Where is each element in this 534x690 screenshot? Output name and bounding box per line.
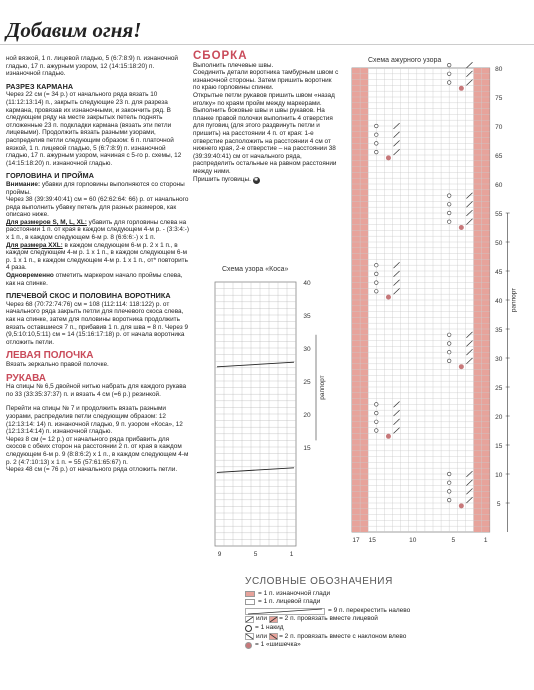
assembly-text-2: Соединить детали воротника тамбурным швом с изнаночной стороны. Затем пришить воротник по краю горловины спинки. [193,69,339,92]
intro-text: ной вязкой, 1 п. лицевой гладью, 5 (6:7:8:9) п. изнаночной гладью, 17 п. ажурным узором, 12 (14:15:18:20) п. изнаночной гладью. [6,55,178,78]
lace-row-tick: 40 [495,298,503,305]
lace-chart-title: Схема ажурного узора [368,57,442,64]
legend-item: = 9 п. перекрестить налево [245,607,531,616]
ssk-pink-icon [269,633,278,640]
lace-row-tick: 60 [495,182,503,189]
lace-row-tick: 25 [495,385,503,392]
pocket-text: Через 22 см (= 34 р.) от начального ряда вязать 10 (11:12:13:14) п., закрыть следующие 23 п. для разреза кармана, провязав их изнаночными, и закончить ряд. В следующем ряду на месте закрытых петель поднять отложенные 23 п. подкладки кармана (вязать эти петли лицевыми). Продолжить вязать разными узорами, распределив петли следующим образом: 6 п. платочной вязкой, 1 п. лицевой гладью, 5 (6:7:8:9) п. изнаночной гладью, 17 п. ажурным узором, начиная с 5-го р. схемы, 12 (14:15:18:20) п. изнаночной гладью. [6,91,182,167]
sleeve-text-3: Через 8 см (= 12 р.) от начального ряда прибавить для скосов с обеих сторон на расстоянии 2 п. от края в каждом следующем 6-м р. 9 (8:8:6:2) х 1 п., в каждом следующем 4-м р. 2 (4:7:10:13) х 1 п. = 55 (57:61:65:67) п. [6,435,189,466]
bobble-mark [386,434,391,439]
left-front-text: Вязать зеркально правой полочке. [6,360,109,368]
lace-row-tick: 45 [495,269,503,276]
yarn-over-mark [447,72,451,76]
page-title: Добавим огня! [6,18,142,42]
legend [245,578,531,650]
lace-row-tick: 15 [495,443,503,450]
lace-col-tick: 1 [483,537,488,544]
lace-row-tick: 65 [495,153,503,160]
bobble-mark [386,155,391,160]
bobble-mark [459,86,464,91]
bobble-mark [459,225,464,230]
knit-stitch-icon [245,599,255,605]
legend-item: = 1 накид [245,624,531,633]
cable-chart [212,270,337,560]
legend-item: = 1 п. изнаночной глади [245,590,531,599]
bobble-mark [459,364,464,369]
cable-row-tick: 40 [303,280,311,287]
sleeve-text-1: На спицы № 6,5 двойной нитью набрать для каждого рукава по 33 (33:35:37:37) п. и вязать 4 см (=6 р.) резинкой. [6,383,187,398]
legend-item: = 1 п. лицевой глади [245,598,531,607]
lace-row-tick: 10 [495,472,503,479]
assembly-text-1: Выполнить плечевые швы. [193,61,274,69]
legend-title: УСЛОВНЫЕ ОБОЗНАЧЕНИЯ [245,576,393,587]
assembly-heading: СБОРКА [193,50,248,62]
lace-row-tick: 80 [495,66,503,73]
legend-item: = 1 «шишечка» [245,641,531,650]
cable-col-tick: 5 [253,551,258,558]
cable-repeat-label: раппорт [319,375,326,400]
lace-col-tick: 17 [352,537,360,544]
cable-row-tick: 30 [303,346,311,353]
yarn-over-mark [447,63,451,67]
shoulder-heading: ПЛЕЧЕВОЙ СКОС И ПОЛОВИНА ВОРОТНИКА [6,291,171,301]
lace-row-tick: 35 [495,327,503,334]
yarn-over-mark [375,411,379,415]
pocket-heading: РАЗРЕЗ КАРМАНА [6,81,74,91]
cable-row-tick: 25 [303,379,311,386]
lace-chart [340,62,534,547]
yarn-over-icon [245,625,252,632]
lace-row-tick: 20 [495,414,503,421]
lace-col-tick: 10 [409,537,417,544]
purl-stitch-icon [245,591,255,597]
yarn-over-mark [447,481,451,485]
yarn-over-mark [375,420,379,424]
cable-cross-icon [245,608,325,615]
assembly-text-3: Открытые петли рукавов пришить швом «назад иголку» по краям пройм между маркерами. [193,91,335,107]
lace-row-tick: 70 [495,124,503,131]
yarn-over-mark [375,150,379,154]
yarn-over-mark [447,81,451,85]
sleeve-text-4: Через 48 см (= 76 р.) от начального ряда отложить петли. [6,466,178,474]
lace-row-tick: 55 [495,211,503,218]
lace-col-tick: 5 [451,537,456,544]
yarn-over-mark [447,194,451,198]
armhole-text: Через 38 (39:39:40:41) см = 60 (62:62:64: 66) р. от начального ряда выполнить убавку петель для разных размеров, как описано ниже. [6,196,189,219]
yarn-over-mark [375,124,379,128]
yarn-over-mark [447,359,451,363]
yarn-over-mark [447,342,451,346]
armhole-note: Внимание: убавки для горловины выполняются со стороны проймы. [6,180,185,196]
lace-row-tick: 50 [495,240,503,247]
yarn-over-mark [375,403,379,407]
assembly-text-5: Пришить пуговицы. ✱ [193,175,259,183]
legend-item: или = 2 п. провязать вместе лицевой [245,615,531,624]
assembly-text-4: Выполнить боковые швы и швы рукавов. На планке правой полочки выполнить 4 отверстия для пуговиц (для этого раздвинуть петли и пришить) на расстоянии 4 п. от края: 1-е отверстие расположить на расстоянии 4 см от нижнего края, 2-е отверстие – на расстоянии 38 (39:39:40:41) см от начального ряда, распределить остальные на равном расстоянии между ними. [193,107,337,175]
yarn-over-mark [375,281,379,285]
lace-row-tick: 5 [496,501,501,508]
armhole-heading: ГОРЛОВИНА И ПРОЙМА [6,171,95,181]
yarn-over-mark [375,263,379,267]
chart-ref-icon: ✱ [254,176,259,183]
cable-row-tick: 35 [303,313,311,320]
yarn-over-mark [375,142,379,146]
same-time-text: Одновременно отметить маркером начало проймы слева, как на спинке. [6,272,183,287]
left-front-heading: ЛЕВАЯ ПОЛОЧКА [6,350,94,362]
yarn-over-mark [375,133,379,137]
cable-row-tick: 20 [303,412,311,419]
yarn-over-mark [447,211,451,215]
lace-row-tick: 30 [495,356,503,363]
bobble-mark [386,295,391,300]
ssk-icon [245,633,254,640]
yarn-over-mark [375,429,379,433]
bobble-mark [459,503,464,508]
header-divider [0,44,534,45]
yarn-over-mark [447,350,451,354]
bobble-icon [245,642,252,649]
cable-col-tick: 9 [217,551,222,558]
yarn-over-mark [447,498,451,502]
yarn-over-mark [447,220,451,224]
legend-item: или = 2 п. провязать вместе с наклоном влево [245,633,531,642]
cable-col-tick: 1 [289,551,294,558]
yarn-over-mark [375,272,379,276]
yarn-over-mark [447,333,451,337]
yarn-over-mark [447,472,451,476]
lace-col-tick: 15 [368,537,376,544]
lace-row-tick: 75 [495,95,503,102]
sizes-xxl: Для размера XXL: в каждом следующем 6-м р. 2 х 1 п., в каждом следующем 4-м р. 1 х 1 п., в каждом следующем 6-м р. 1 х 1 п., в каждом следующем 4-м р. 1 х 1 п., от* повторить 4 раза. [6,241,188,272]
yarn-over-mark [375,290,379,294]
page-header [0,4,534,40]
k2tog-pink-icon [269,616,278,623]
yarn-over-mark [447,490,451,494]
assembly-column [193,50,339,184]
k2tog-icon [245,616,254,623]
decrease-mark [466,62,472,68]
cable-row-tick: 15 [303,445,311,452]
left-text-column [6,55,190,474]
sleeve-text-2: Перейти на спицы № 7 и продолжить вязать разными узорами, распределив петли следующим образом: 12 (12:13:14: 14) п. изнаночной гладью, 9 п. узором «Коса», 12 (12:13:14:14) п. изнаночной гладью. [6,405,183,436]
shoulder-text: Через 68 (70:72:74:76) см = 108 (112:114: 118:122) р. от начального ряда закрыть петли для плечевого скоса слева, как на спинке, затем для половины воротника продолжить вязать оставшиеся 7 п., прибавив 1 п. для шва = 8 п. Через 9 (9,5:10:10,5:11) см = 14 (15:16:17:18) р. от начала воротника отложить петли. [6,300,189,346]
lace-repeat-label: раппорт [510,287,518,313]
yarn-over-mark [447,203,451,207]
cable-chart-title: Схема узора «Коса» [222,266,289,273]
sleeve-heading: РУКАВА [6,372,47,384]
sizes-sml: Для размеров S, M, L, XL: убавить для горловины слева на расстоянии 1 п. от края в каждом следующем 4-м р. - (3:3:4:-) х 1 п., в каждом следующем 6-м р. 8 (6:6:6:-) х 1 п. [6,218,189,242]
